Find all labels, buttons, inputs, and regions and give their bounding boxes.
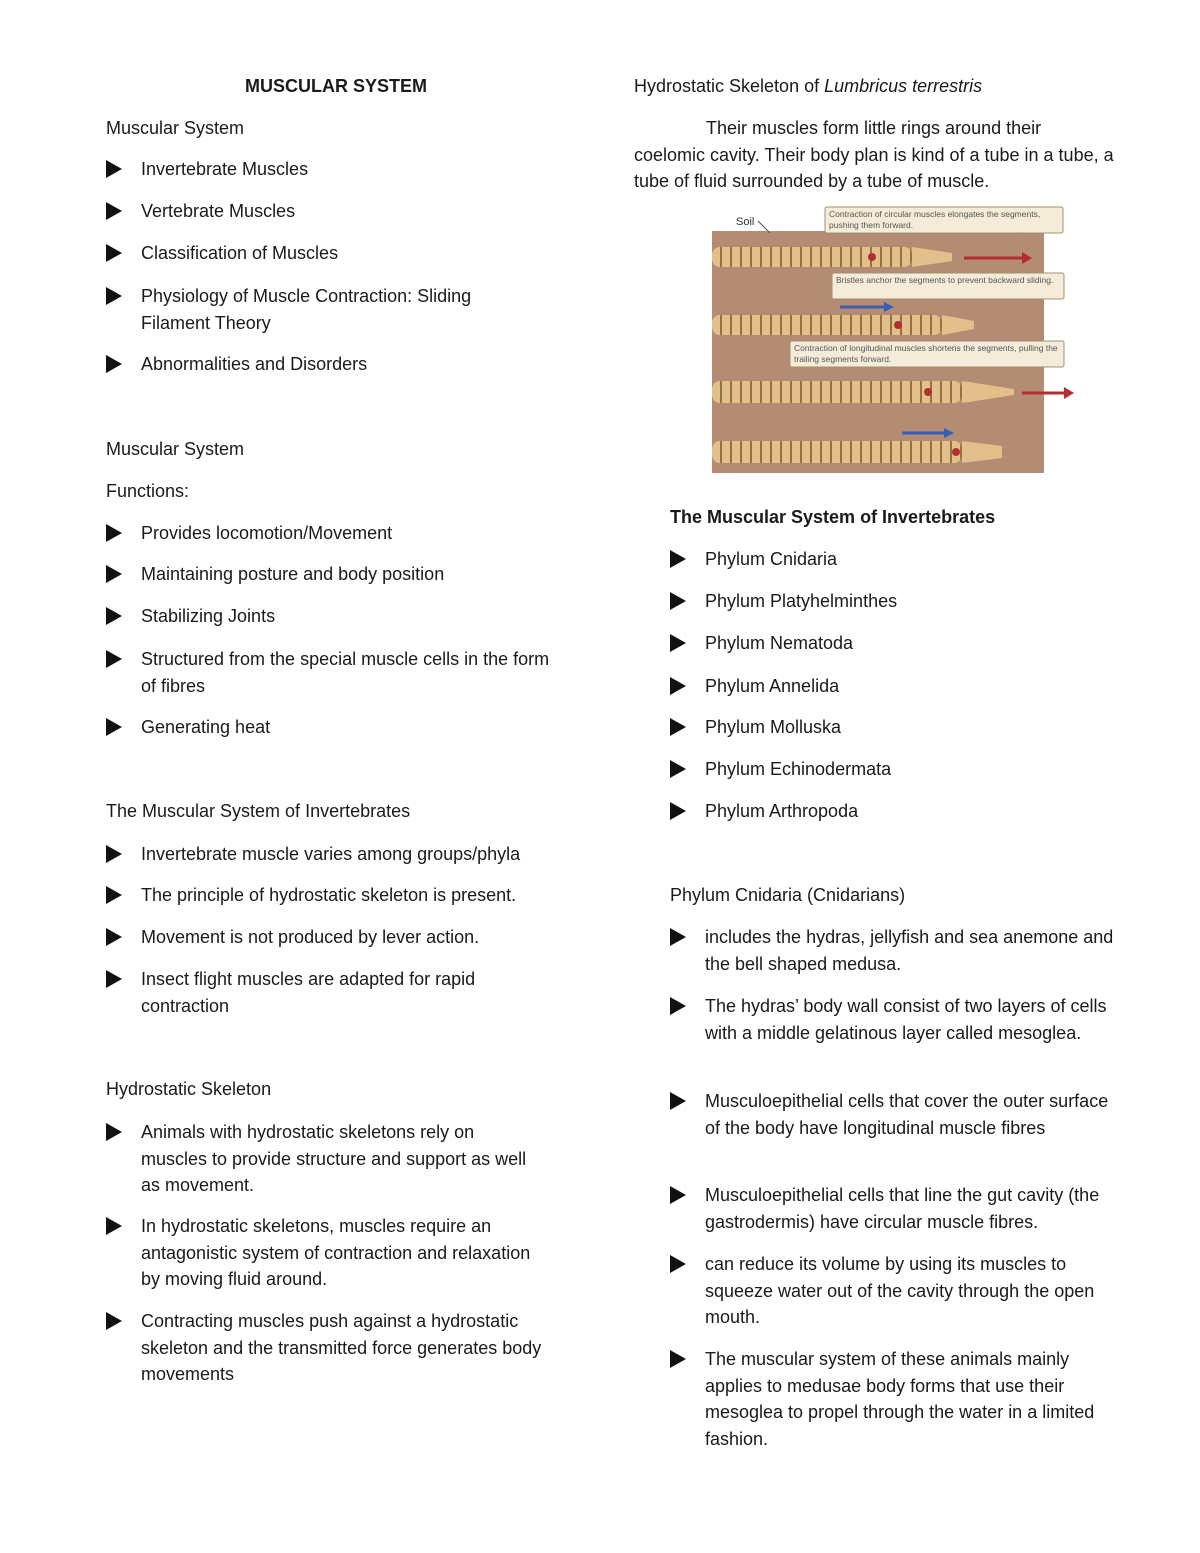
- arrow-bullet-icon: [106, 244, 122, 262]
- worm-segment-row: [712, 441, 962, 463]
- soil-label: Soil: [736, 216, 755, 228]
- arrow-bullet-icon: [670, 997, 686, 1015]
- section-heading: Phylum Cnidaria (Cnidarians): [670, 885, 906, 905]
- arrow-bullet-icon: [106, 287, 122, 305]
- arrow-bullet-icon: [106, 524, 122, 542]
- section-subheading: Functions:: [106, 481, 190, 501]
- arrow-bullet-icon: [106, 650, 122, 668]
- arrow-bullet-icon: [670, 592, 686, 610]
- section-heading: The Muscular System of Invertebrates: [670, 507, 996, 527]
- arrow-bullet-icon: [670, 634, 686, 652]
- arrow-bullet-icon: [106, 928, 122, 946]
- arrow-bullet-icon: [670, 1255, 686, 1273]
- arrow-bullet-icon: [670, 718, 686, 736]
- arrow-bullet-icon: [670, 677, 686, 695]
- species-name: Lumbricus terrestris: [824, 76, 983, 96]
- arrow-bullet-icon: [670, 1092, 686, 1110]
- arrow-bullet-icon: [106, 607, 122, 625]
- arrow-bullet-icon: [670, 760, 686, 778]
- section-heading: Muscular System: [106, 118, 245, 138]
- earthworm-locomotion-figure: [712, 203, 1132, 473]
- arrow-bullet-icon: [106, 1217, 122, 1235]
- arrow-bullet-icon: [670, 928, 686, 946]
- intro-paragraph: Their muscles form little rings around their coelomic cavity. Their body plan is kind of a tube in a tube, a tube of fluid surrounded by a tube of muscle.: [634, 118, 1114, 191]
- arrow-bullet-icon: [106, 845, 122, 863]
- arrow-bullet-icon: [106, 1312, 122, 1330]
- worm-segment-row: [712, 247, 912, 267]
- arrow-bullet-icon: [106, 202, 122, 220]
- section-heading: Hydrostatic Skeleton: [106, 1079, 272, 1099]
- arrow-bullet-icon: [106, 355, 122, 373]
- worm-segment-row: [712, 315, 942, 335]
- section-heading: Hydrostatic Skeleton of Lumbricus terrestris: [634, 76, 983, 96]
- main-title: MUSCULAR SYSTEM: [244, 76, 427, 96]
- section-heading: Muscular System: [106, 439, 245, 459]
- arrow-bullet-icon: [106, 1123, 122, 1141]
- arrow-bullet-icon: [106, 160, 122, 178]
- section-heading: The Muscular System of Invertebrates: [106, 801, 411, 821]
- arrow-bullet-icon: [670, 550, 686, 568]
- arrow-bullet-icon: [106, 970, 122, 988]
- arrow-bullet-icon: [670, 1350, 686, 1368]
- arrow-bullet-icon: [106, 886, 122, 904]
- arrow-bullet-icon: [106, 565, 122, 583]
- earthworm-diagram: Soil Contraction of circular muscles elongates the segments, pushing them forward. Bristles anchor the segments to prevent backward sliding. Contraction of longitudinal muscles shortens the segments, pulling the trailing segments forward.: [712, 203, 1132, 473]
- arrow-bullet-icon: [106, 718, 122, 736]
- arrow-bullet-icon: [670, 1186, 686, 1204]
- arrow-bullet-icon: [670, 802, 686, 820]
